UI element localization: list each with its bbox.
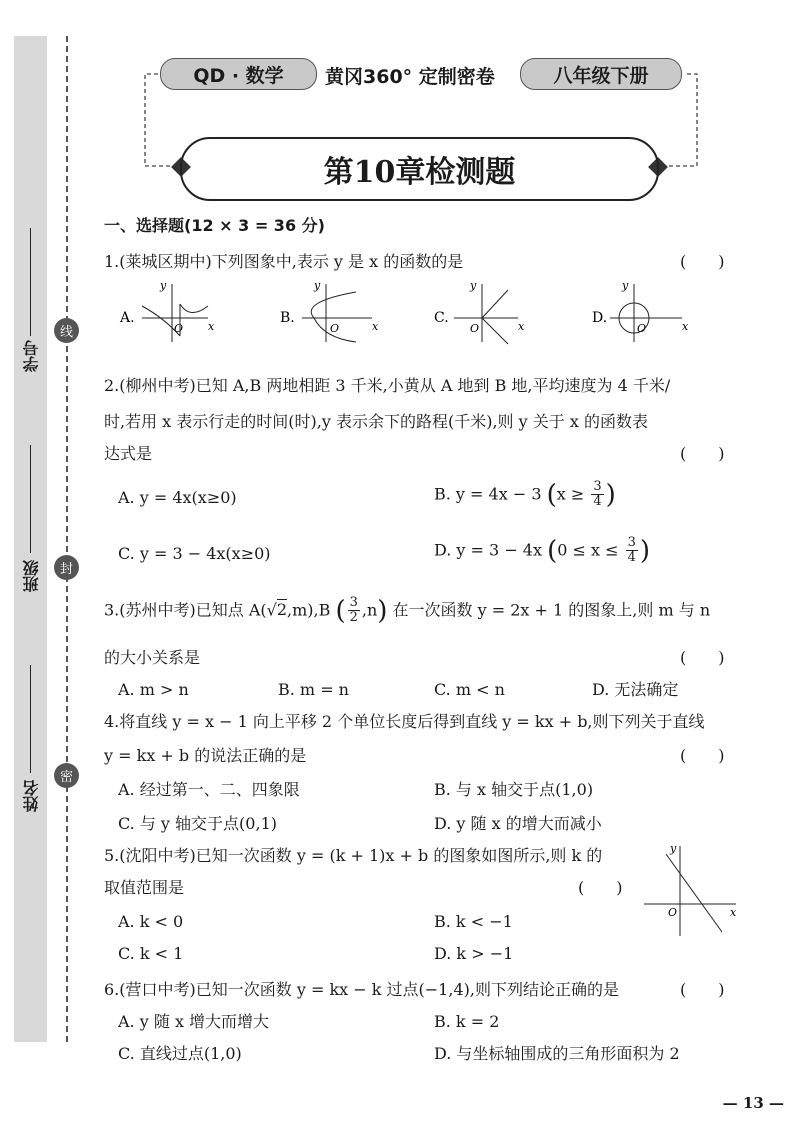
q2-option-c: C. y = 3 − 4x(x≥0) xyxy=(118,544,271,563)
q1-label-b: B. xyxy=(280,310,295,326)
q2-line-3: 达式是 xyxy=(104,444,153,463)
q2-line-2: 时,若用 x 表示行走的时间(时),y 表示余下的路程(千米),则 y 关于 x 的函数表 xyxy=(104,412,648,431)
q5-answer-paren: ( ) xyxy=(578,878,623,897)
name-field xyxy=(30,665,31,773)
q1-graphs xyxy=(104,280,704,346)
q5-line-1: 5.(沈阳中考)已知一次函数 y = (k + 1)x + b 的图象如图所示,则 k 的 xyxy=(104,846,603,865)
student-id-field xyxy=(30,228,31,336)
q2-option-d: D. y = 3 − 4x (0 ≤ x ≤ $\frac{3}{4}$ ) xyxy=(434,535,651,566)
q4-answer-paren: ( ) xyxy=(680,746,725,765)
q1-b-axis-y: y xyxy=(314,280,321,292)
q1-label-a: A. xyxy=(120,310,135,326)
q1-c-axis-y: y xyxy=(470,280,477,292)
q6-option-d: D. 与坐标轴围成的三角形面积为 2 xyxy=(434,1044,680,1063)
page-number: — 13 — xyxy=(722,1094,784,1112)
q1-d-axis-x: x xyxy=(682,320,689,333)
q5-option-b: B. k < −1 xyxy=(434,912,513,931)
q5-option-c: C. k < 1 xyxy=(118,944,184,963)
q1-c-axis-x: x xyxy=(518,320,525,333)
q4-line-2: y = kx + b 的说法正确的是 xyxy=(104,746,307,765)
q3-answer-paren: ( ) xyxy=(680,648,725,667)
q4-option-a: A. 经过第一、二、四象限 xyxy=(118,780,300,799)
q1-label-d: D. xyxy=(592,310,608,326)
q3-option-c: C. m < n xyxy=(434,680,505,699)
q1-d-origin: O xyxy=(637,322,647,335)
q5-option-a: A. k < 0 xyxy=(118,912,184,931)
grade-pill: 八年级下册 xyxy=(520,58,682,90)
q6-line-1: 6.(营口中考)已知一次函数 y = kx − k 过点(−1,4),则下列结论正确的是 xyxy=(104,980,619,999)
page-title: 第10章检测题 xyxy=(180,137,659,201)
q3-option-b: B. m = n xyxy=(278,680,349,699)
q1-stem: 1.(莱城区期中)下列图象中,表示 y 是 x 的函数的是 xyxy=(104,252,464,271)
q4-line-1: 4.将直线 y = x − 1 向上平移 2 个单位长度后得到直线 y = kx + b,则下列关于直线 xyxy=(104,712,705,731)
q2-answer-paren: ( ) xyxy=(680,444,725,463)
edition-pill: QD · 数学 xyxy=(160,58,317,90)
q1-label-c: C. xyxy=(434,310,449,326)
q5-line-2: 取值范围是 xyxy=(104,878,185,897)
q1-answer-paren: ( ) xyxy=(680,252,725,271)
q3-line-2: 的大小关系是 xyxy=(104,648,201,667)
q6-option-a: A. y 随 x 增大而增大 xyxy=(118,1012,270,1031)
q3-option-a: A. m > n xyxy=(118,680,189,699)
q2-option-a: A. y = 4x(x≥0) xyxy=(118,488,237,507)
q3-line-1: 3.(苏州中考)已知点 A(√2,m),B ( $\frac{3}{2}$ ,n) 在一次函数 y = 2x + 1 的图象上,则 m 与 n xyxy=(104,595,711,626)
q1-c-origin: O xyxy=(470,322,480,335)
q1-a-axis-x: x xyxy=(208,320,215,333)
q5-graph xyxy=(640,842,740,938)
class-field xyxy=(30,445,31,553)
q1-a-origin: O xyxy=(174,322,184,335)
q6-option-c: C. 直线过点(1,0) xyxy=(118,1044,242,1063)
q4-option-d: D. y 随 x 的增大而减小 xyxy=(434,814,602,833)
seal-mark-seal: 封 xyxy=(54,555,79,580)
q1-b-origin: O xyxy=(330,322,340,335)
class-label: 班级 xyxy=(22,560,41,592)
q3-option-d: D. 无法确定 xyxy=(592,680,679,699)
name-label: 姓名 xyxy=(22,780,41,812)
q5-origin: O xyxy=(668,906,678,919)
q4-option-b: B. 与 x 轴交于点(1,0) xyxy=(434,780,594,799)
q1-d-axis-y: y xyxy=(622,280,629,292)
seal-mark-secret: 密 xyxy=(54,763,79,788)
q5-option-d: D. k > −1 xyxy=(434,944,514,963)
q1-b-axis-x: x xyxy=(372,320,379,333)
q1-a-axis-y: y xyxy=(160,280,167,292)
student-id-label: 学号 xyxy=(22,340,41,372)
q5-axis-y: y xyxy=(670,842,677,855)
section-heading: 一、选择题(12 × 3 = 36 分) xyxy=(104,216,325,235)
q6-answer-paren: ( ) xyxy=(680,980,725,999)
q5-axis-x: x xyxy=(730,906,737,919)
q2-line-1: 2.(柳州中考)已知 A,B 两地相距 3 千米,小黄从 A 地到 B 地,平均速度为 4 千米/ xyxy=(104,376,671,395)
cut-line xyxy=(66,36,68,1042)
q6-option-b: B. k = 2 xyxy=(434,1012,500,1031)
q4-option-c: C. 与 y 轴交于点(0,1) xyxy=(118,814,277,833)
brand-name: 黄冈360° 定制密卷 xyxy=(325,66,495,88)
q2-option-b: B. y = 4x − 3 (x ≥ $\frac{3}{4}$ ) xyxy=(434,479,616,510)
seal-mark-line: 线 xyxy=(54,318,79,343)
